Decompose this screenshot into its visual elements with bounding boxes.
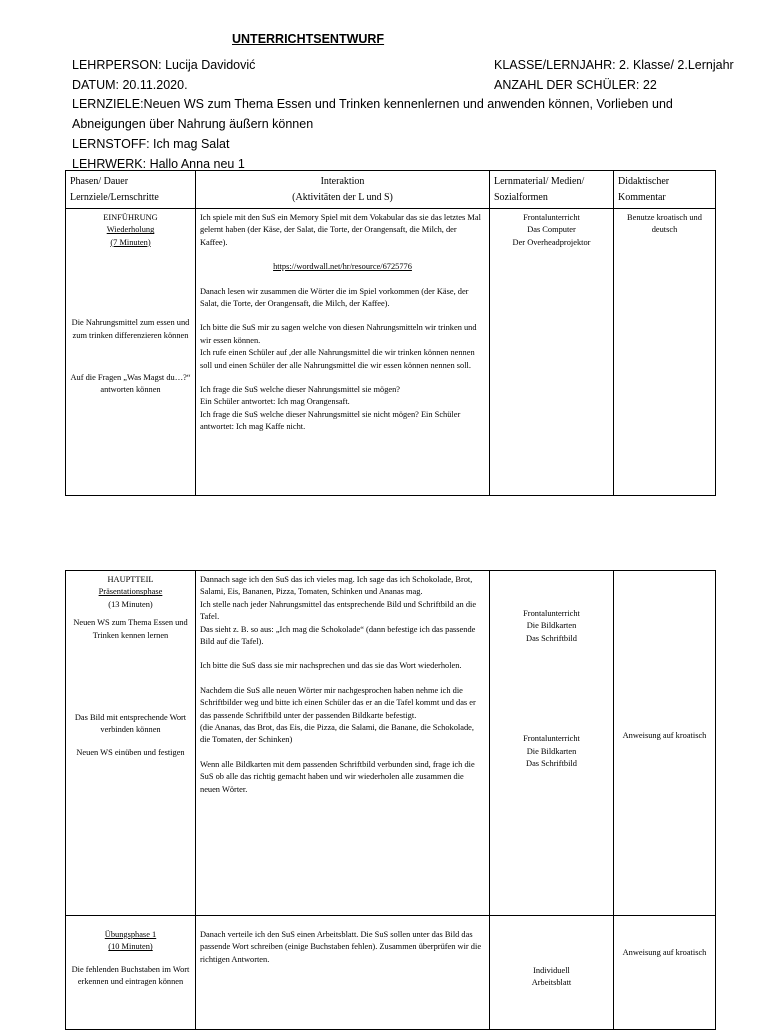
material-cell-hauptteil (490, 571, 614, 916)
datum-line: DATUM: 20.11.2020. (72, 78, 188, 92)
interaktion-cell-hauptteil (196, 571, 490, 916)
col-header-kommentar-l1: Didaktischer (618, 176, 670, 187)
klasse-line: KLASSE/LERNJAHR: 2. Klasse/ 2.Lernjahr (494, 58, 734, 72)
interaktion-cell-einfuehrung (196, 209, 490, 496)
hauptteil-text-1: Dannach sage ich den SuS das ich vieles mag. Ich sage das ich Schokolade, Brot, Salami, Eis, Bananen, Pizza, Tomaten, Schinken und Ananas mag. (200, 575, 473, 597)
hauptteil-text-7: Wenn alle Bildkarten mit dem passenden Schriftbild verbunden sind, frage ich die SuS ob alle das richtig gemacht haben und wir wiederholen alle zusammen die neuen Wörter. (200, 759, 475, 794)
kommentar-uebung: Anweisung auf kroatisch (622, 948, 707, 957)
lehrperson-line: LEHRPERSON: Lucija Davidović (72, 58, 256, 72)
lesson-plan-table-hauptteil (65, 570, 716, 1030)
hauptteil-text-2: Ich stelle nach jeder Nahrungsmittel das entsprechende Bild und Schriftbild an die Tafel. (200, 599, 477, 622)
interaktion-text-6: Ein Schüler antwortet: Ich mag Orangensaft. (200, 397, 350, 407)
hauptteil-material-a2: Die Bildkarten (526, 621, 577, 631)
col-header-interaktion (196, 171, 490, 209)
phase-duration-uebung: (10 Minuten) (108, 942, 153, 952)
wordwall-link-text[interactable]: https://wordwall.net/hr/resource/6725776 (273, 262, 412, 272)
interaktion-text-2: Danach lesen wir zusammen die Wörter die im Spiel vorkommen (der Käse, der Salat, die Torte, der Orangensaft, die Milch, der Kaffee). (200, 286, 469, 309)
kommentar-cell-hauptteil (614, 571, 716, 916)
col-header-kommentar-l2: Kommentar (618, 191, 666, 203)
lesson-plan-table-einfuehrung (65, 170, 716, 496)
kommentar-einfuehrung: Benutze kroatisch und deutsch (627, 213, 702, 235)
hauptteil-material-a3: Das Schriftbild (526, 633, 577, 643)
material-cell-uebung (490, 916, 614, 1030)
kommentar-cell-einfuehrung (614, 209, 716, 496)
hauptteil-text-6: (die Ananas, das Brot, das Eis, die Pizza, die Salami, die Banane, die Schokolade, die Tomaten, der Schinken) (200, 723, 474, 745)
phase-duration: (7 Minuten) (110, 237, 151, 247)
col-header-interaktion-l1: Interaktion (320, 176, 365, 187)
material-2: Das Computer (527, 225, 576, 235)
phase-cell-einfuehrung (66, 209, 196, 496)
kommentar-cell-uebung (614, 916, 716, 1030)
wordwall-link[interactable] (200, 261, 485, 273)
col-header-phasen-l2: Lernziele/Lernschritte (70, 191, 159, 203)
material-cell-einfuehrung (490, 209, 614, 496)
hauptteil-material-b3: Das Schriftbild (526, 759, 577, 769)
anzahl-line: ANZAHL DER SCHÜLER: 22 (494, 78, 657, 92)
uebung-text: Danach verteile ich den SuS einen Arbeitsblatt. Die SuS sollen unter das Bild das passende Wort schreiben (einige Buchstaben fehlen). Zusammen überprüfen wir die richtigen Antworten. (200, 930, 482, 964)
col-header-lernmaterial-l2: Sozialformen (494, 191, 548, 203)
col-header-lernmaterial-l1: Lernmaterial/ Medien/ (494, 176, 585, 187)
lernziel-hauptteil-1: Neuen WS zum Thema Essen und Trinken kennen lernen (73, 618, 188, 640)
material-1: Frontalunterricht (523, 213, 580, 222)
col-header-phasen-l1: Phasen/ Dauer (70, 176, 129, 187)
lernziel-uebung: Die fehlenden Buchstaben im Wort erkennen und eintragen können (71, 964, 190, 987)
phase-cell-uebung (66, 916, 196, 1030)
lernziele-line: LERNZIELE:Neuen WS zum Thema Essen und Trinken kennenlernen und anwenden können, Vorlieben und Abneigungen über Nahrung äußern können (72, 97, 673, 131)
hauptteil-text-3: Das sieht z. B. so aus: „Ich mag die Schokolade“ (dann befestige ich das passende Bild auf die Tafel). (200, 624, 476, 647)
col-header-phasen (66, 171, 196, 209)
lernziel-hauptteil-3: Neuen WS einüben und festigen (76, 747, 185, 757)
hauptteil-material-a1: Frontalunterricht (523, 609, 580, 618)
table-row-hauptteil (66, 571, 716, 916)
document-title: UNTERRICHTSENTWURF (232, 32, 385, 46)
uebung-material-1: Individuell (533, 966, 570, 975)
phase-label-einfuehrung: EINFÜHRUNG (103, 213, 158, 222)
interaktion-text-1: Ich spiele mit den SuS ein Memory Spiel mit dem Vokabular das sie das letztes Mal gelernt haben (der Käse, der Salat, die Torte, der Orangensaft, die Milch, der Kaffee). (200, 213, 481, 247)
table-row-einfuehrung (66, 209, 716, 496)
kommentar-hauptteil: Anweisung auf kroatisch (622, 731, 707, 740)
phase-cell-hauptteil (66, 571, 196, 916)
interaktion-text-4: Ich rufe einen Schüler auf ,der alle Nahrungsmittel die wir trinken können nennen soll und einen Schüler der alle Nahrungsmittel die wir essen können nennen soll. (200, 348, 475, 370)
hauptteil-material-b1: Frontalunterricht (523, 734, 580, 744)
lernziel-1: Die Nahrungsmittel zum essen und zum trinken differenzieren können (71, 318, 190, 340)
hauptteil-text-4: Ich bitte die SuS dass sie mir nachsprechen und das sie das Wort wiederholen. (200, 661, 462, 671)
col-header-interaktion-l2: (Aktivitäten der L und S) (292, 191, 393, 203)
phase-sub-wiederholung: Wiederholung (106, 225, 155, 235)
uebung-material-2: Arbeitsblatt (531, 978, 572, 988)
hauptteil-material-b2: Die Bildkarten (526, 746, 577, 756)
hauptteil-text-5: Nachdem die SuS alle neuen Wörter mir nachgesprochen haben nehme ich die Schriftbilder weg und bitte ich einen Schüler das er an die Tafel kommt und das er das passende Schriftbild unter der passenden Bildkarte befestigt. (200, 685, 476, 720)
lernziel-2: Auf die Fragen „Was Magst du…?“ antworten können (70, 373, 191, 395)
table-row-uebung (66, 916, 716, 1030)
lehrwerk-line: LEHRWERK: Hallo Anna neu 1 (72, 157, 245, 171)
table-header-row (66, 171, 716, 209)
material-3: Der Overheadprojektor (512, 237, 591, 247)
interaktion-text-5: Ich frage die SuS welche dieser Nahrungsmittel sie mögen? (200, 385, 401, 395)
interaktion-cell-uebung (196, 916, 490, 1030)
phase-duration-hauptteil: (13 Minuten) (108, 599, 153, 609)
lernziel-hauptteil-2: Das Bild mit entsprechende Wort verbinden können (74, 713, 187, 735)
lernstoff-line: LERNSTOFF: Ich mag Salat (72, 137, 230, 151)
col-header-lernmaterial (490, 171, 614, 209)
phase-sub-praesentation: Präsentationsphase (98, 587, 163, 597)
col-header-kommentar (614, 171, 716, 209)
phase-label-hauptteil: HAUPTTEIL (107, 575, 154, 584)
interaktion-text-7: Ich frage die SuS welche dieser Nahrungsmittel sie nicht mögen? Ein Schüler antwortet: Ich mag Kaffe nicht. (200, 409, 461, 432)
phase-sub-uebung: Übungsphase 1 (104, 930, 157, 939)
interaktion-text-3: Ich bitte die SuS mir zu sagen welche von diesen Nahrungsmitteln wir trinken und wir essen können. (200, 323, 477, 345)
